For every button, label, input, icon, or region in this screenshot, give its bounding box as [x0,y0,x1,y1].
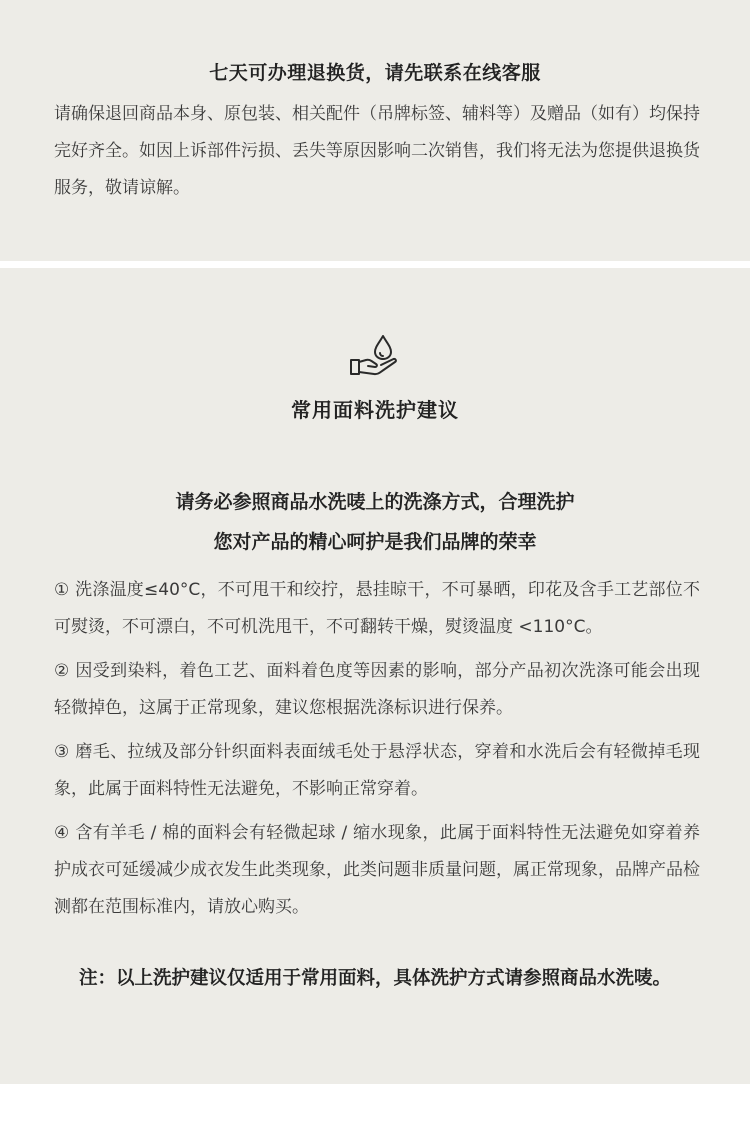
care-title: 常用面料洗护建议 [291,398,459,422]
returns-body: 请确保退回商品本身、原包装、相关配件（吊牌标签、辅料等）及赠品（如有）均保持完好齐全。如因上诉部件污损、丢失等原因影响二次销售，我们将无法为您提供退换货服务，敬请谅解。 [54,104,700,198]
care-item-1: ① 洗涤温度≤40°C，不可甩干和绞拧，悬挂晾干，不可暴晒，印花及含手工艺部位不可熨烫，不可漂白，不可机洗甩干，不可翻转干燥，熨烫温度 <110°C。 [54,580,700,637]
care-item-2: ② 因受到染料，着色工艺、面料着色度等因素的影响，部分产品初次洗涤可能会出现轻微掉色，这属于正常现象，建议您根据洗涤标识进行保养。 [54,661,700,718]
returns-section [0,0,750,261]
care-intro [0,482,750,562]
care-item-4: ④ 含有羊毛 / 棉的面料会有轻微起球 / 缩水现象，此属于面料特性无法避免如穿着养护成衣可延缓减少成衣发生此类现象，此类问题非质量问题，属正常现象，品牌产品检测都在范围标准内，请放心购买。 [54,823,700,917]
care-intro-line-2: 您对产品的精心呵护是我们品牌的荣幸 [213,531,537,553]
hand-water-drop-icon [349,334,401,378]
returns-title: 七天可办理退换货，请先联系在线客服 [209,62,541,84]
care-note: 注：以上洗护建议仅适用于常用面料，具体洗护方式请参照商品水洗唛。 [78,968,671,989]
care-items [54,572,700,933]
care-intro-line-1: 请务必参照商品水洗唛上的洗涤方式，合理洗护 [175,491,575,513]
care-item-3: ③ 磨毛、拉绒及部分针织面料表面绒毛处于悬浮状态，穿着和水洗后会有轻微掉毛现象，此属于面料特性无法避免，不影响正常穿着。 [54,742,700,799]
